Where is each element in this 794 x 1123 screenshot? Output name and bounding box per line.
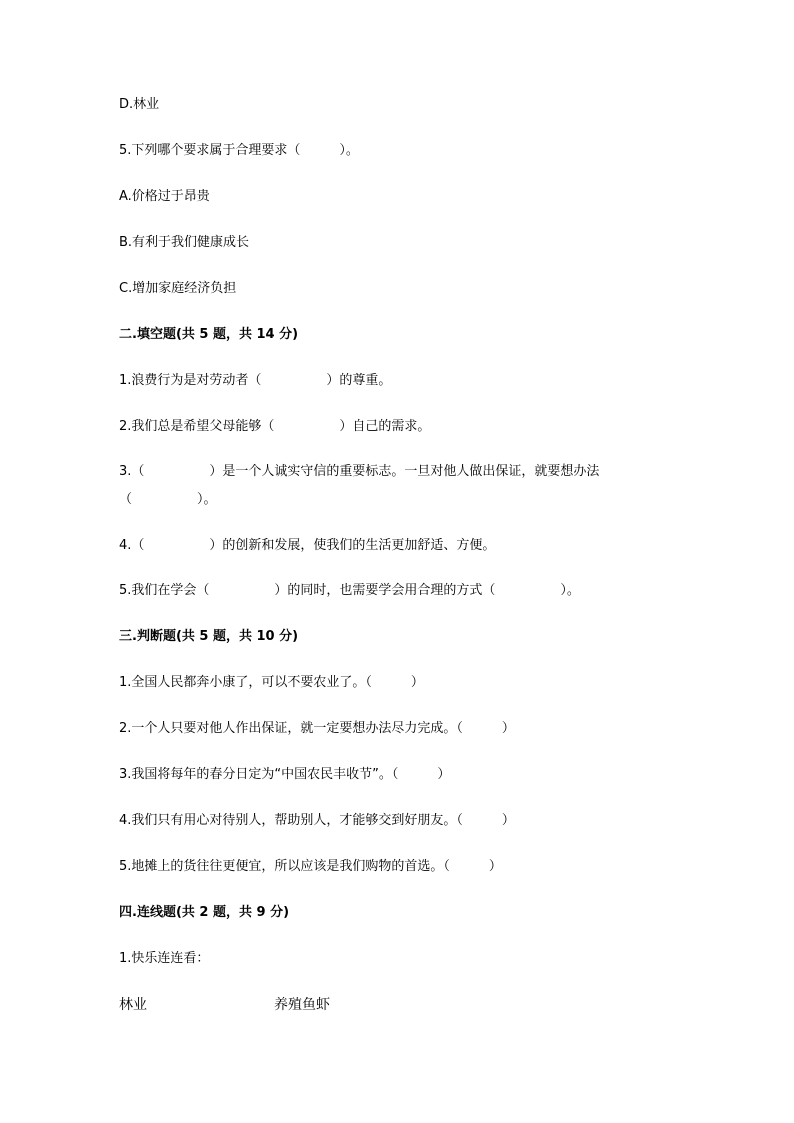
judge-question-2: 2.一个人只要对他人作出保证，就一定要想办法尽力完成。（ ）	[119, 721, 515, 736]
q4-option-d: D.林业	[119, 97, 160, 112]
match-left-item-1: 林业	[119, 997, 147, 1013]
section-heading-true-false: 三.判断题(共 5 题，共 10 分)	[119, 629, 299, 644]
fill-question-3-line-1: 3.（ ）是一个人诚实守信的重要标志。一旦对他人做出保证，就要想办法	[119, 464, 600, 479]
judge-question-3: 3.我国将每年的春分日定为“中国农民丰收节”。（ ）	[119, 767, 451, 782]
judge-question-5: 5.地摊上的货往往更便宜，所以应该是我们购物的首选。（ ）	[119, 859, 502, 874]
fill-question-3-line-2: （ ）。	[119, 492, 217, 507]
section-heading-fill-in: 二.填空题(共 5 题，共 14 分)	[119, 327, 299, 342]
q5-question: 5.下列哪个要求属于合理要求（ ）。	[119, 143, 359, 158]
match-question-1-title: 1.快乐连连看：	[119, 951, 210, 966]
fill-question-1: 1.浪费行为是对劳动者（ ）的尊重。	[119, 373, 392, 388]
judge-question-4: 4.我们只有用心对待别人，帮助别人，才能够交到好朋友。（ ）	[119, 813, 515, 828]
fill-question-2: 2.我们总是希望父母能够（ ）自己的需求。	[119, 419, 431, 434]
match-right-item-1: 养殖鱼虾	[274, 997, 330, 1013]
section-heading-matching: 四.连线题(共 2 题，共 9 分)	[119, 905, 290, 920]
judge-question-1: 1.全国人民都奔小康了，可以不要农业了。（ ）	[119, 675, 424, 690]
fill-question-4: 4.（ ）的创新和发展，使我们的生活更加舒适、方便。	[119, 538, 496, 553]
q5-option-a: A.价格过于昂贵	[119, 189, 210, 204]
q5-option-c: C.增加家庭经济负担	[119, 281, 237, 296]
q5-option-b: B.有利于我们健康成长	[119, 235, 250, 250]
fill-question-5: 5.我们在学会（ ）的同时，也需要学会用合理的方式（ ）。	[119, 583, 580, 598]
